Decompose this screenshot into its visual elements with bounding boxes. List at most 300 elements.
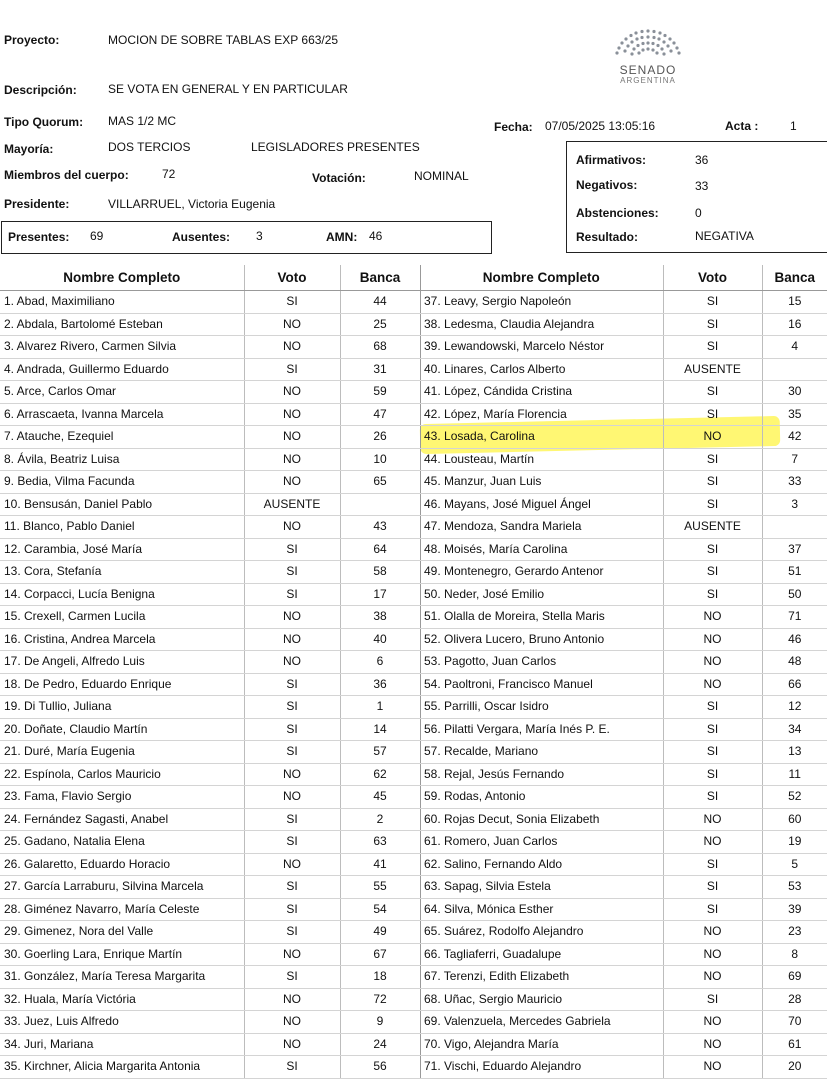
table-row	[0, 538, 420, 561]
presence-box	[1, 221, 492, 254]
vote-cell: SI	[663, 538, 762, 561]
banca-cell: 56	[340, 1056, 420, 1079]
senator-name-cell: 17. De Angeli, Alfredo Luis	[0, 651, 244, 674]
banca-cell: 19	[762, 831, 827, 854]
vote-cell: NO	[244, 336, 340, 359]
vote-cell: NO	[244, 988, 340, 1011]
vote-cell: SI	[244, 741, 340, 764]
afirmativos-value: 36	[695, 153, 709, 167]
presentes-label: Presentes:	[8, 230, 70, 244]
table-row	[420, 561, 827, 584]
banca-cell: 16	[762, 313, 827, 336]
senator-name-cell: 12. Carambia, José María	[0, 538, 244, 561]
banca-cell: 11	[762, 763, 827, 786]
ausentes-value: 3	[256, 229, 263, 243]
vote-cell: NO	[244, 853, 340, 876]
vote-cell: NO	[663, 606, 762, 629]
senator-name-cell: 44. Lousteau, Martín	[420, 448, 663, 471]
senator-name-cell: 2. Abdala, Bartolomé Esteban	[0, 313, 244, 336]
descripcion-value: SE VOTA EN GENERAL Y EN PARTICULAR	[108, 82, 348, 96]
banca-cell: 50	[762, 583, 827, 606]
senator-name-cell: 23. Fama, Flavio Sergio	[0, 786, 244, 809]
vote-cell: SI	[244, 696, 340, 719]
senator-name-cell: 5. Arce, Carlos Omar	[0, 381, 244, 404]
banca-cell: 69	[762, 966, 827, 989]
amn-label: AMN:	[326, 230, 358, 244]
table-row	[420, 313, 827, 336]
banca-cell: 67	[340, 943, 420, 966]
vote-cell: SI	[663, 403, 762, 426]
banca-cell: 26	[340, 426, 420, 449]
table-row	[420, 403, 827, 426]
senator-name-cell: 1. Abad, Maximiliano	[0, 291, 244, 314]
senator-name-cell: 68. Uñac, Sergio Mauricio	[420, 988, 663, 1011]
vote-cell: NO	[244, 403, 340, 426]
banca-cell: 34	[762, 718, 827, 741]
vote-cell: SI	[244, 808, 340, 831]
senator-name-cell: 53. Pagotto, Juan Carlos	[420, 651, 663, 674]
vote-cell: NO	[244, 1033, 340, 1056]
banca-cell: 66	[762, 673, 827, 696]
vote-cell: SI	[244, 291, 340, 314]
senator-name-cell: 14. Corpacci, Lucía Benigna	[0, 583, 244, 606]
table-row	[0, 696, 420, 719]
banca-cell: 36	[340, 673, 420, 696]
banca-cell: 13	[762, 741, 827, 764]
vote-cell: SI	[244, 966, 340, 989]
banca-cell: 63	[340, 831, 420, 854]
vote-cell: NO	[244, 516, 340, 539]
banca-cell: 38	[340, 606, 420, 629]
vote-cell: SI	[663, 718, 762, 741]
banca-cell: 18	[340, 966, 420, 989]
logo-argentina-text: ARGENTINA	[620, 76, 676, 85]
miembros-value: 72	[162, 167, 176, 181]
banca-cell	[340, 493, 420, 516]
banca-cell: 37	[762, 538, 827, 561]
votacion-value: NOMINAL	[414, 169, 469, 183]
table-row	[0, 898, 420, 921]
banca-cell: 53	[762, 876, 827, 899]
proyecto-label: Proyecto:	[4, 33, 60, 47]
banca-cell: 41	[340, 853, 420, 876]
miembros-label: Miembros del cuerpo:	[4, 168, 129, 182]
vote-cell: NO	[244, 426, 340, 449]
table-row	[0, 583, 420, 606]
presidente-label: Presidente:	[4, 197, 70, 211]
presidente-value: VILLARRUEL, Victoria Eugenia	[108, 197, 276, 211]
table-row	[420, 1011, 827, 1034]
legisladores-presentes: LEGISLADORES PRESENTES	[251, 140, 420, 154]
table-row	[420, 606, 827, 629]
table-row	[420, 291, 827, 314]
banca-cell: 1	[340, 696, 420, 719]
senator-name-cell: 55. Parrilli, Oscar Isidro	[420, 696, 663, 719]
table-row	[420, 921, 827, 944]
senator-name-cell: 67. Terenzi, Edith Elizabeth	[420, 966, 663, 989]
banca-cell: 52	[762, 786, 827, 809]
senator-name-cell: 51. Olalla de Moreira, Stella Maris	[420, 606, 663, 629]
senator-name-cell: 46. Mayans, José Miguel Ángel	[420, 493, 663, 516]
banca-cell: 46	[762, 628, 827, 651]
col-header-nombre: Nombre Completo	[0, 265, 244, 291]
table-row	[420, 583, 827, 606]
table-row	[420, 673, 827, 696]
senator-name-cell: 22. Espínola, Carlos Mauricio	[0, 763, 244, 786]
banca-cell	[762, 516, 827, 539]
banca-cell: 20	[762, 1056, 827, 1079]
table-row	[420, 943, 827, 966]
acta-label: Acta :	[725, 119, 759, 133]
vote-cell: SI	[663, 313, 762, 336]
senator-name-cell: 45. Manzur, Juan Luis	[420, 471, 663, 494]
table-row	[0, 561, 420, 584]
banca-cell: 33	[762, 471, 827, 494]
vote-cell: SI	[663, 763, 762, 786]
senator-name-cell: 52. Olivera Lucero, Bruno Antonio	[420, 628, 663, 651]
senator-name-cell: 64. Silva, Mónica Esther	[420, 898, 663, 921]
col-header-voto: Voto	[244, 265, 340, 291]
banca-cell: 30	[762, 381, 827, 404]
table-row	[0, 1033, 420, 1056]
senator-name-cell: 42. López, María Florencia	[420, 403, 663, 426]
vote-cell: NO	[663, 1033, 762, 1056]
senator-name-cell: 34. Juri, Mariana	[0, 1033, 244, 1056]
senator-name-cell: 60. Rojas Decut, Sonia Elizabeth	[420, 808, 663, 831]
table-row	[420, 808, 827, 831]
banca-cell: 71	[762, 606, 827, 629]
vote-cell: SI	[244, 583, 340, 606]
ausentes-label: Ausentes:	[172, 230, 231, 244]
senator-name-cell: 62. Salino, Fernando Aldo	[420, 853, 663, 876]
vote-cell: SI	[244, 358, 340, 381]
vote-cell: NO	[663, 921, 762, 944]
table-row	[0, 786, 420, 809]
vote-cell: SI	[663, 741, 762, 764]
table-row	[0, 651, 420, 674]
banca-cell: 62	[340, 763, 420, 786]
table-row	[0, 606, 420, 629]
table-row	[0, 718, 420, 741]
senator-name-cell: 8. Ávila, Beatriz Luisa	[0, 448, 244, 471]
senator-name-cell: 41. López, Cándida Cristina	[420, 381, 663, 404]
table-row	[0, 741, 420, 764]
tipo-quorum-label: Tipo Quorum:	[4, 115, 84, 129]
banca-cell	[762, 358, 827, 381]
vote-cell: NO	[244, 943, 340, 966]
logo-senado-text: SENADO	[619, 63, 677, 77]
senator-name-cell: 11. Blanco, Pablo Daniel	[0, 516, 244, 539]
table-row	[420, 628, 827, 651]
table-row	[420, 786, 827, 809]
table-row	[420, 718, 827, 741]
banca-cell: 68	[340, 336, 420, 359]
vote-cell: NO	[244, 381, 340, 404]
banca-cell: 45	[340, 786, 420, 809]
senator-name-cell: 26. Galaretto, Eduardo Horacio	[0, 853, 244, 876]
banca-cell: 60	[762, 808, 827, 831]
vote-cell: SI	[244, 538, 340, 561]
vote-cell: SI	[244, 831, 340, 854]
senator-name-cell: 50. Neder, José Emilio	[420, 583, 663, 606]
vote-cell: SI	[663, 853, 762, 876]
banca-cell: 24	[340, 1033, 420, 1056]
vote-cell: SI	[663, 583, 762, 606]
acta-value: 1	[790, 119, 797, 133]
votes-table-left	[0, 265, 421, 1079]
vote-cell: SI	[244, 876, 340, 899]
senator-name-cell: 6. Arrascaeta, Ivanna Marcela	[0, 403, 244, 426]
senator-name-cell: 38. Ledesma, Claudia Alejandra	[420, 313, 663, 336]
banca-cell: 6	[340, 651, 420, 674]
senator-name-cell: 7. Atauche, Ezequiel	[0, 426, 244, 449]
vote-cell: NO	[663, 673, 762, 696]
table-row	[420, 381, 827, 404]
vote-cell: NO	[663, 966, 762, 989]
table-row	[420, 1033, 827, 1056]
senator-name-cell: 69. Valenzuela, Mercedes Gabriela	[420, 1011, 663, 1034]
vote-cell: SI	[663, 493, 762, 516]
vote-cell: AUSENTE	[663, 516, 762, 539]
banca-cell: 25	[340, 313, 420, 336]
proyecto-value: MOCION DE SOBRE TABLAS EXP 663/25	[108, 33, 339, 47]
vote-cell: SI	[244, 1056, 340, 1079]
senator-name-cell: 25. Gadano, Natalia Elena	[0, 831, 244, 854]
banca-cell: 28	[762, 988, 827, 1011]
senator-name-cell: 40. Linares, Carlos Alberto	[420, 358, 663, 381]
vote-cell: SI	[244, 718, 340, 741]
senator-name-cell: 47. Mendoza, Sandra Mariela	[420, 516, 663, 539]
table-row	[0, 336, 420, 359]
table-row	[420, 538, 827, 561]
senator-name-cell: 43. Losada, Carolina	[420, 426, 663, 449]
table-row	[0, 673, 420, 696]
senator-name-cell: 30. Goerling Lara, Enrique Martín	[0, 943, 244, 966]
vote-cell: NO	[244, 1011, 340, 1034]
vote-cell: SI	[663, 876, 762, 899]
table-row	[420, 448, 827, 471]
senator-name-cell: 28. Giménez Navarro, María Celeste	[0, 898, 244, 921]
col-header-nombre: Nombre Completo	[420, 265, 663, 291]
vote-cell: SI	[663, 696, 762, 719]
table-row	[420, 1056, 827, 1079]
senator-name-cell: 29. Gimenez, Nora del Valle	[0, 921, 244, 944]
table-row	[0, 943, 420, 966]
senator-name-cell: 4. Andrada, Guillermo Eduardo	[0, 358, 244, 381]
vote-cell: NO	[663, 426, 762, 449]
banca-cell: 39	[762, 898, 827, 921]
vote-cell: SI	[663, 448, 762, 471]
vote-cell: NO	[663, 1011, 762, 1034]
table-row	[0, 358, 420, 381]
banca-cell: 5	[762, 853, 827, 876]
banca-cell: 48	[762, 651, 827, 674]
resultado-value: NEGATIVA	[695, 229, 754, 243]
table-row	[420, 493, 827, 516]
senator-name-cell: 63. Sapag, Silvia Estela	[420, 876, 663, 899]
vote-cell: NO	[663, 808, 762, 831]
col-header-voto: Voto	[663, 265, 762, 291]
vote-cell: NO	[244, 448, 340, 471]
table-row	[0, 313, 420, 336]
table-row	[420, 336, 827, 359]
vote-cell: SI	[663, 381, 762, 404]
banca-cell: 17	[340, 583, 420, 606]
table-row	[420, 966, 827, 989]
senator-name-cell: 58. Rejal, Jesús Fernando	[420, 763, 663, 786]
banca-cell: 8	[762, 943, 827, 966]
banca-cell: 31	[340, 358, 420, 381]
mayoria-value: DOS TERCIOS	[108, 140, 191, 154]
banca-cell: 57	[340, 741, 420, 764]
negativos-value: 33	[695, 179, 709, 193]
banca-cell: 10	[340, 448, 420, 471]
banca-cell: 35	[762, 403, 827, 426]
table-row	[420, 763, 827, 786]
vote-cell: SI	[663, 291, 762, 314]
table-row	[420, 696, 827, 719]
col-header-banca: Banca	[340, 265, 420, 291]
descripcion-label: Descripción:	[4, 83, 77, 97]
table-row	[0, 808, 420, 831]
vote-cell: AUSENTE	[244, 493, 340, 516]
table-row	[0, 853, 420, 876]
table-row	[0, 403, 420, 426]
banca-cell: 59	[340, 381, 420, 404]
negativos-label: Negativos:	[576, 178, 638, 192]
vote-cell: NO	[244, 313, 340, 336]
senator-name-cell: 21. Duré, María Eugenia	[0, 741, 244, 764]
amn-value: 46	[369, 229, 383, 243]
vote-cell: NO	[663, 831, 762, 854]
table-row	[0, 516, 420, 539]
votes-table-right	[420, 265, 827, 1079]
senator-name-cell: 70. Vigo, Alejandra María	[420, 1033, 663, 1056]
table-row	[0, 966, 420, 989]
table-row	[420, 651, 827, 674]
table-row	[420, 358, 827, 381]
table-row	[0, 1056, 420, 1079]
senator-name-cell: 31. González, María Teresa Margarita	[0, 966, 244, 989]
table-row	[0, 493, 420, 516]
vote-cell: NO	[663, 1056, 762, 1079]
banca-cell: 54	[340, 898, 420, 921]
table-row	[0, 628, 420, 651]
vote-cell: SI	[663, 561, 762, 584]
fecha-value: 07/05/2025 13:05:16	[545, 119, 656, 133]
table-row	[420, 988, 827, 1011]
table-row	[0, 1011, 420, 1034]
senator-name-cell: 56. Pilatti Vergara, María Inés P. E.	[420, 718, 663, 741]
table-row	[420, 876, 827, 899]
table-row	[0, 988, 420, 1011]
banca-cell: 4	[762, 336, 827, 359]
vote-cell: NO	[663, 628, 762, 651]
banca-cell: 12	[762, 696, 827, 719]
table-row	[0, 921, 420, 944]
banca-cell: 7	[762, 448, 827, 471]
banca-cell: 65	[340, 471, 420, 494]
senator-name-cell: 24. Fernández Sagasti, Anabel	[0, 808, 244, 831]
senator-name-cell: 39. Lewandowski, Marcelo Néstor	[420, 336, 663, 359]
vote-cell: SI	[663, 898, 762, 921]
vote-cell: SI	[244, 673, 340, 696]
table-row	[0, 448, 420, 471]
senator-name-cell: 33. Juez, Luis Alfredo	[0, 1011, 244, 1034]
hemicycle-icon	[613, 28, 683, 62]
banca-cell: 44	[340, 291, 420, 314]
banca-cell: 3	[762, 493, 827, 516]
senator-name-cell: 54. Paoltroni, Francisco Manuel	[420, 673, 663, 696]
table-row	[0, 426, 420, 449]
banca-cell: 61	[762, 1033, 827, 1056]
mayoria-label: Mayoría:	[4, 142, 54, 156]
banca-cell: 15	[762, 291, 827, 314]
banca-cell: 14	[340, 718, 420, 741]
senator-name-cell: 27. García Larraburu, Silvina Marcela	[0, 876, 244, 899]
table-row	[420, 426, 827, 449]
vote-cell: SI	[244, 561, 340, 584]
senator-name-cell: 61. Romero, Juan Carlos	[420, 831, 663, 854]
afirmativos-label: Afirmativos:	[576, 153, 647, 167]
vote-cell: NO	[663, 651, 762, 674]
senator-name-cell: 15. Crexell, Carmen Lucila	[0, 606, 244, 629]
senado-logo	[600, 28, 696, 100]
resultado-label: Resultado:	[576, 230, 639, 244]
vote-cell: NO	[244, 628, 340, 651]
vote-cell: SI	[663, 336, 762, 359]
vote-cell: SI	[244, 921, 340, 944]
vote-cell: SI	[244, 898, 340, 921]
votacion-label: Votación:	[312, 171, 366, 185]
table-row	[0, 381, 420, 404]
presentes-value: 69	[90, 229, 104, 243]
senator-name-cell: 35. Kirchner, Alicia Margarita Antonia	[0, 1056, 244, 1079]
senator-name-cell: 65. Suárez, Rodolfo Alejandro	[420, 921, 663, 944]
senator-name-cell: 48. Moisés, María Carolina	[420, 538, 663, 561]
table-row	[420, 741, 827, 764]
banca-cell: 40	[340, 628, 420, 651]
banca-cell: 51	[762, 561, 827, 584]
banca-cell: 55	[340, 876, 420, 899]
banca-cell: 9	[340, 1011, 420, 1034]
banca-cell: 2	[340, 808, 420, 831]
vote-cell: NO	[244, 786, 340, 809]
senator-name-cell: 37. Leavy, Sergio Napoleón	[420, 291, 663, 314]
tipo-quorum-value: MAS 1/2 MC	[108, 114, 177, 128]
senator-name-cell: 3. Alvarez Rivero, Carmen Silvia	[0, 336, 244, 359]
vote-cell: SI	[663, 471, 762, 494]
fecha-label: Fecha:	[494, 120, 533, 134]
table-row	[0, 471, 420, 494]
senator-name-cell: 32. Huala, María Victória	[0, 988, 244, 1011]
senator-name-cell: 57. Recalde, Mariano	[420, 741, 663, 764]
senator-name-cell: 59. Rodas, Antonio	[420, 786, 663, 809]
banca-cell: 58	[340, 561, 420, 584]
vote-cell: NO	[244, 471, 340, 494]
vote-cell: AUSENTE	[663, 358, 762, 381]
table-row	[420, 516, 827, 539]
results-box	[566, 141, 827, 253]
banca-cell: 49	[340, 921, 420, 944]
abstenciones-label: Abstenciones:	[576, 206, 659, 220]
banca-cell: 43	[340, 516, 420, 539]
vote-cell: SI	[663, 988, 762, 1011]
table-row	[0, 876, 420, 899]
senator-name-cell: 18. De Pedro, Eduardo Enrique	[0, 673, 244, 696]
table-row	[0, 763, 420, 786]
senator-name-cell: 10. Bensusán, Daniel Pablo	[0, 493, 244, 516]
